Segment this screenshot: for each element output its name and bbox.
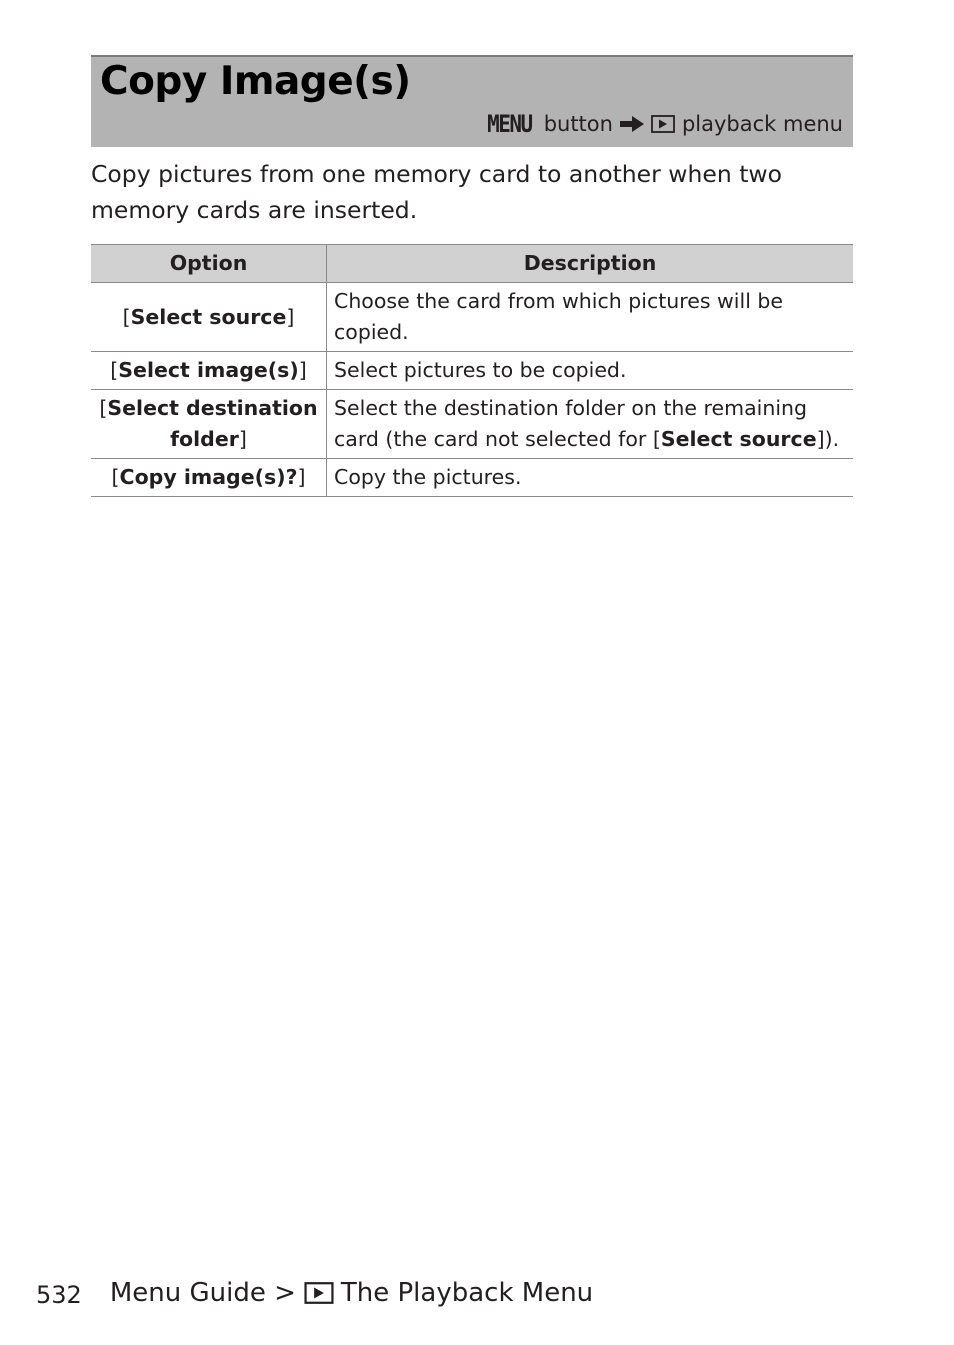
title-band — [91, 55, 853, 147]
option-name: Copy image(s)? — [119, 465, 298, 489]
description-text: Select the destination folder on the remaining card (the card not selected for [ — [334, 396, 808, 451]
table-row — [91, 390, 853, 459]
page-footer — [36, 1275, 593, 1311]
table-header-row — [91, 245, 853, 283]
menu-key-label: MENU — [487, 110, 532, 138]
playback-icon — [651, 115, 675, 133]
table-row — [91, 283, 853, 352]
table-row — [91, 352, 853, 390]
options-table — [91, 244, 853, 497]
option-name: Select destination folder — [107, 396, 318, 451]
description-text-end: ]). — [816, 427, 840, 451]
page-number: 532 — [36, 1281, 82, 1309]
option-cell: [Select source] — [91, 283, 327, 352]
option-cell: [Select destination folder] — [91, 390, 327, 459]
description-column-header: Description — [327, 245, 854, 283]
description-cell: Copy the pictures. — [327, 459, 854, 497]
description-cell: Choose the card from which pictures will be copied. — [327, 283, 854, 352]
intro-paragraph: Copy pictures from one memory card to another when two memory cards are inserted. — [91, 160, 783, 224]
footer-section-prefix[interactable]: Menu Guide > — [109, 1278, 296, 1308]
description-bold-term: Select source — [660, 427, 817, 451]
option-column-header: Option — [91, 245, 327, 283]
playback-icon — [304, 1282, 334, 1304]
menu-breadcrumb — [487, 109, 843, 139]
arrow-right-icon — [619, 115, 645, 133]
option-cell: [Copy image(s)?] — [91, 459, 327, 497]
option-cell: [Select image(s)] — [91, 352, 327, 390]
page-title: Copy Image(s) — [100, 59, 411, 104]
option-name: Select source — [130, 304, 287, 329]
button-label: button — [543, 112, 613, 136]
description-cell — [327, 390, 854, 459]
playback-menu-label: playback menu — [681, 112, 843, 136]
table-row — [91, 459, 853, 497]
option-name: Select image(s) — [118, 358, 299, 382]
description-cell: Select pictures to be copied. — [327, 352, 854, 390]
footer-section-name[interactable]: The Playback Menu — [340, 1278, 594, 1308]
